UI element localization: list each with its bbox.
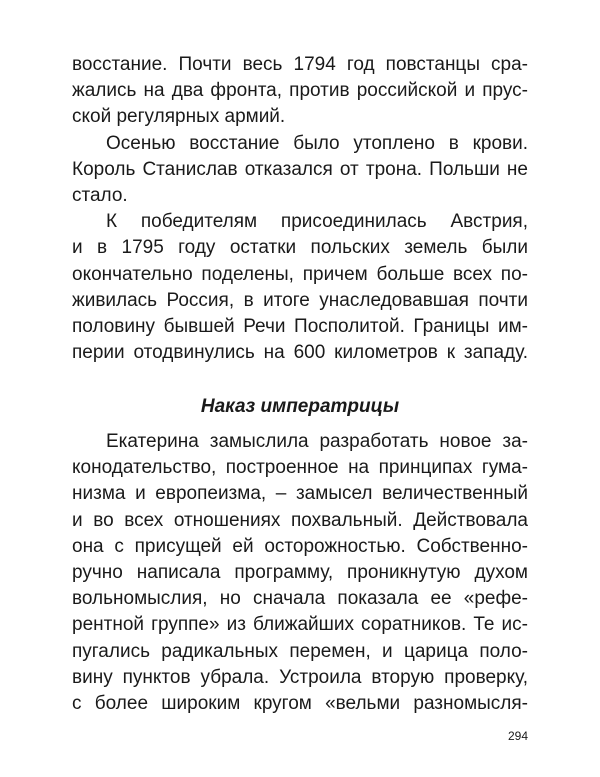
text-line: жались на два фронта, против российской и прус- [72, 80, 528, 102]
text-line: перии отодвинулись на 600 километров к западу. [72, 342, 528, 364]
text-line: стало. [72, 184, 128, 206]
text-line: ской регулярных армий. [72, 106, 286, 128]
text-line: Король Станислав отказался от трона. Польши не [72, 158, 528, 180]
text-section-2 [72, 429, 528, 717]
text-line: она с присущей ей осторожностью. Собственно- [72, 535, 528, 557]
paragraph-4 [72, 429, 528, 717]
paragraph-1 [72, 52, 528, 131]
text-line: половину бывшей Речи Посполитой. Границы им- [72, 315, 528, 337]
text-line: пугались радикальных перемен, и царица поло- [72, 640, 528, 662]
text-line: и в 1795 году остатки польских земель были [72, 237, 528, 259]
paragraph-2 [72, 131, 528, 210]
page-number: 294 [507, 729, 528, 743]
text-line: Екатерина замыслила разработать новое за- [106, 431, 528, 452]
text-line: восстание. Почти весь 1794 год повстанцы сра- [72, 54, 528, 75]
paragraph-3 [72, 209, 528, 366]
text-line: конодательство, построенное на принципах гума- [72, 457, 528, 479]
text-line: ручно написала программу, проникнутую духом [72, 561, 528, 583]
text-line: Осенью восстание было утоплено в крови. [106, 132, 528, 154]
text-line: и во всех отношениях похвальный. Действовала [72, 509, 528, 531]
text-line: вольномыслия, но сначала показала ее «рефе- [72, 588, 528, 610]
text-line: низма и европеизма, – замысел величественный [72, 483, 528, 505]
text-line: с более широким кругом «вельми разномысля- [72, 692, 528, 714]
section-heading: Наказ императрицы [200, 396, 400, 417]
text-line: К победителям присоединилась Австрия, [106, 211, 528, 233]
text-line: окончательно поделены, причем больше всех по- [72, 263, 528, 285]
text-section-1 [72, 52, 528, 366]
text-line: живилась Россия, в итоге унаследовавшая почти [72, 289, 528, 311]
text-line: рентной группе» из ближайших соратников. Те ис- [72, 614, 528, 636]
text-line: вину пунктов убрала. Устроила вторую проверку, [72, 666, 528, 688]
